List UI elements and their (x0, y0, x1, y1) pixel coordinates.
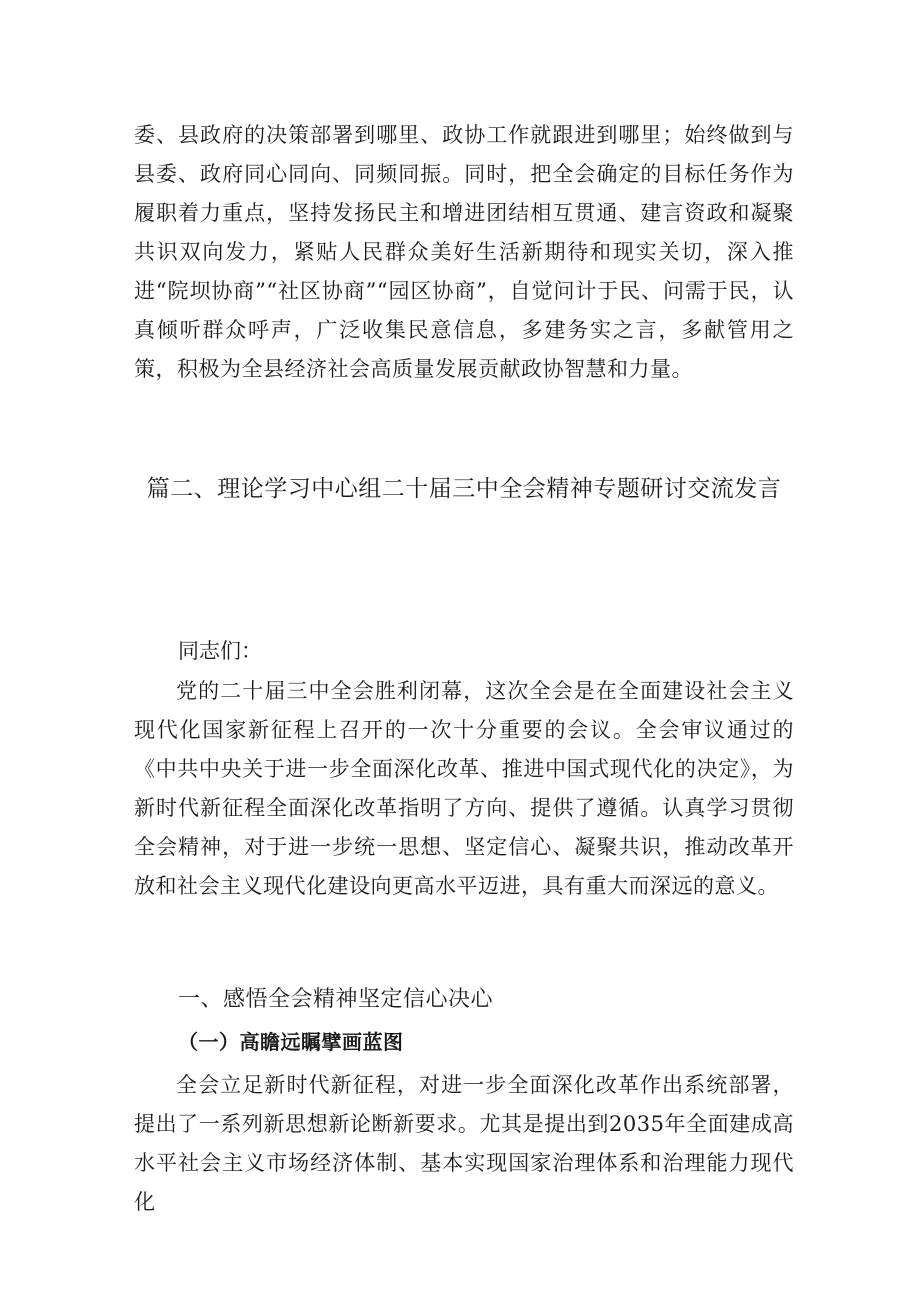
subheading-1: （一）高瞻远瞩擘画蓝图 (178, 1030, 404, 1054)
body-paragraph: 全会立足新时代新征程，对进一步全面深化改革作出系统部署，提出了一系列新思想新论断新要求。尤其是提出到2035年全面建成高水平社会主义市场经济体制、基本实现国家治理体系和治理能力现代化 (134, 1073, 794, 1214)
salutation: 同志们： (178, 639, 262, 663)
opening-paragraph: 委、县政府的决策部署到哪里、政协工作就跟进到哪里；始终做到与县委、政府同心同向、同频同振。同时，把全会确定的目标任务作为履职着力重点，坚持发扬民主和增进团结相互贯通、建言资政和凝聚共识双向发力，紧贴人民群众美好生活新期待和现实关切，深入推进“院坝协商”“社区协商”“园区协商”，自觉问计于民、问需于民，认真倾听群众呼声，广泛收集民意信息，多建务实之言，多献管用之策，积极为全县经济社会高质量发展贡献政协智慧和力量。 (134, 123, 794, 381)
section-title: 篇二、理论学习中心组二十届三中全会精神专题研讨交流发言 (146, 476, 782, 502)
heading-1: 一、感悟全会精神坚定信心决心 (178, 987, 494, 1012)
intro-paragraph: 党的二十届三中全会胜利闭幕，这次全会是在全面建设社会主义现代化国家新征程上召开的一次十分重要的会议。全会审议通过的《中共中央关于进一步全面深化改革、推进中国式现代化的决定》，为新时代新征程全面深化改革指明了方向、提供了遵循。认真学习贯彻全会精神，对于进一步统一思想、坚定信心、凝聚共识，推动改革开放和社会主义现代化建设向更高水平迈进，具有重大而深远的意义。 (134, 679, 794, 898)
